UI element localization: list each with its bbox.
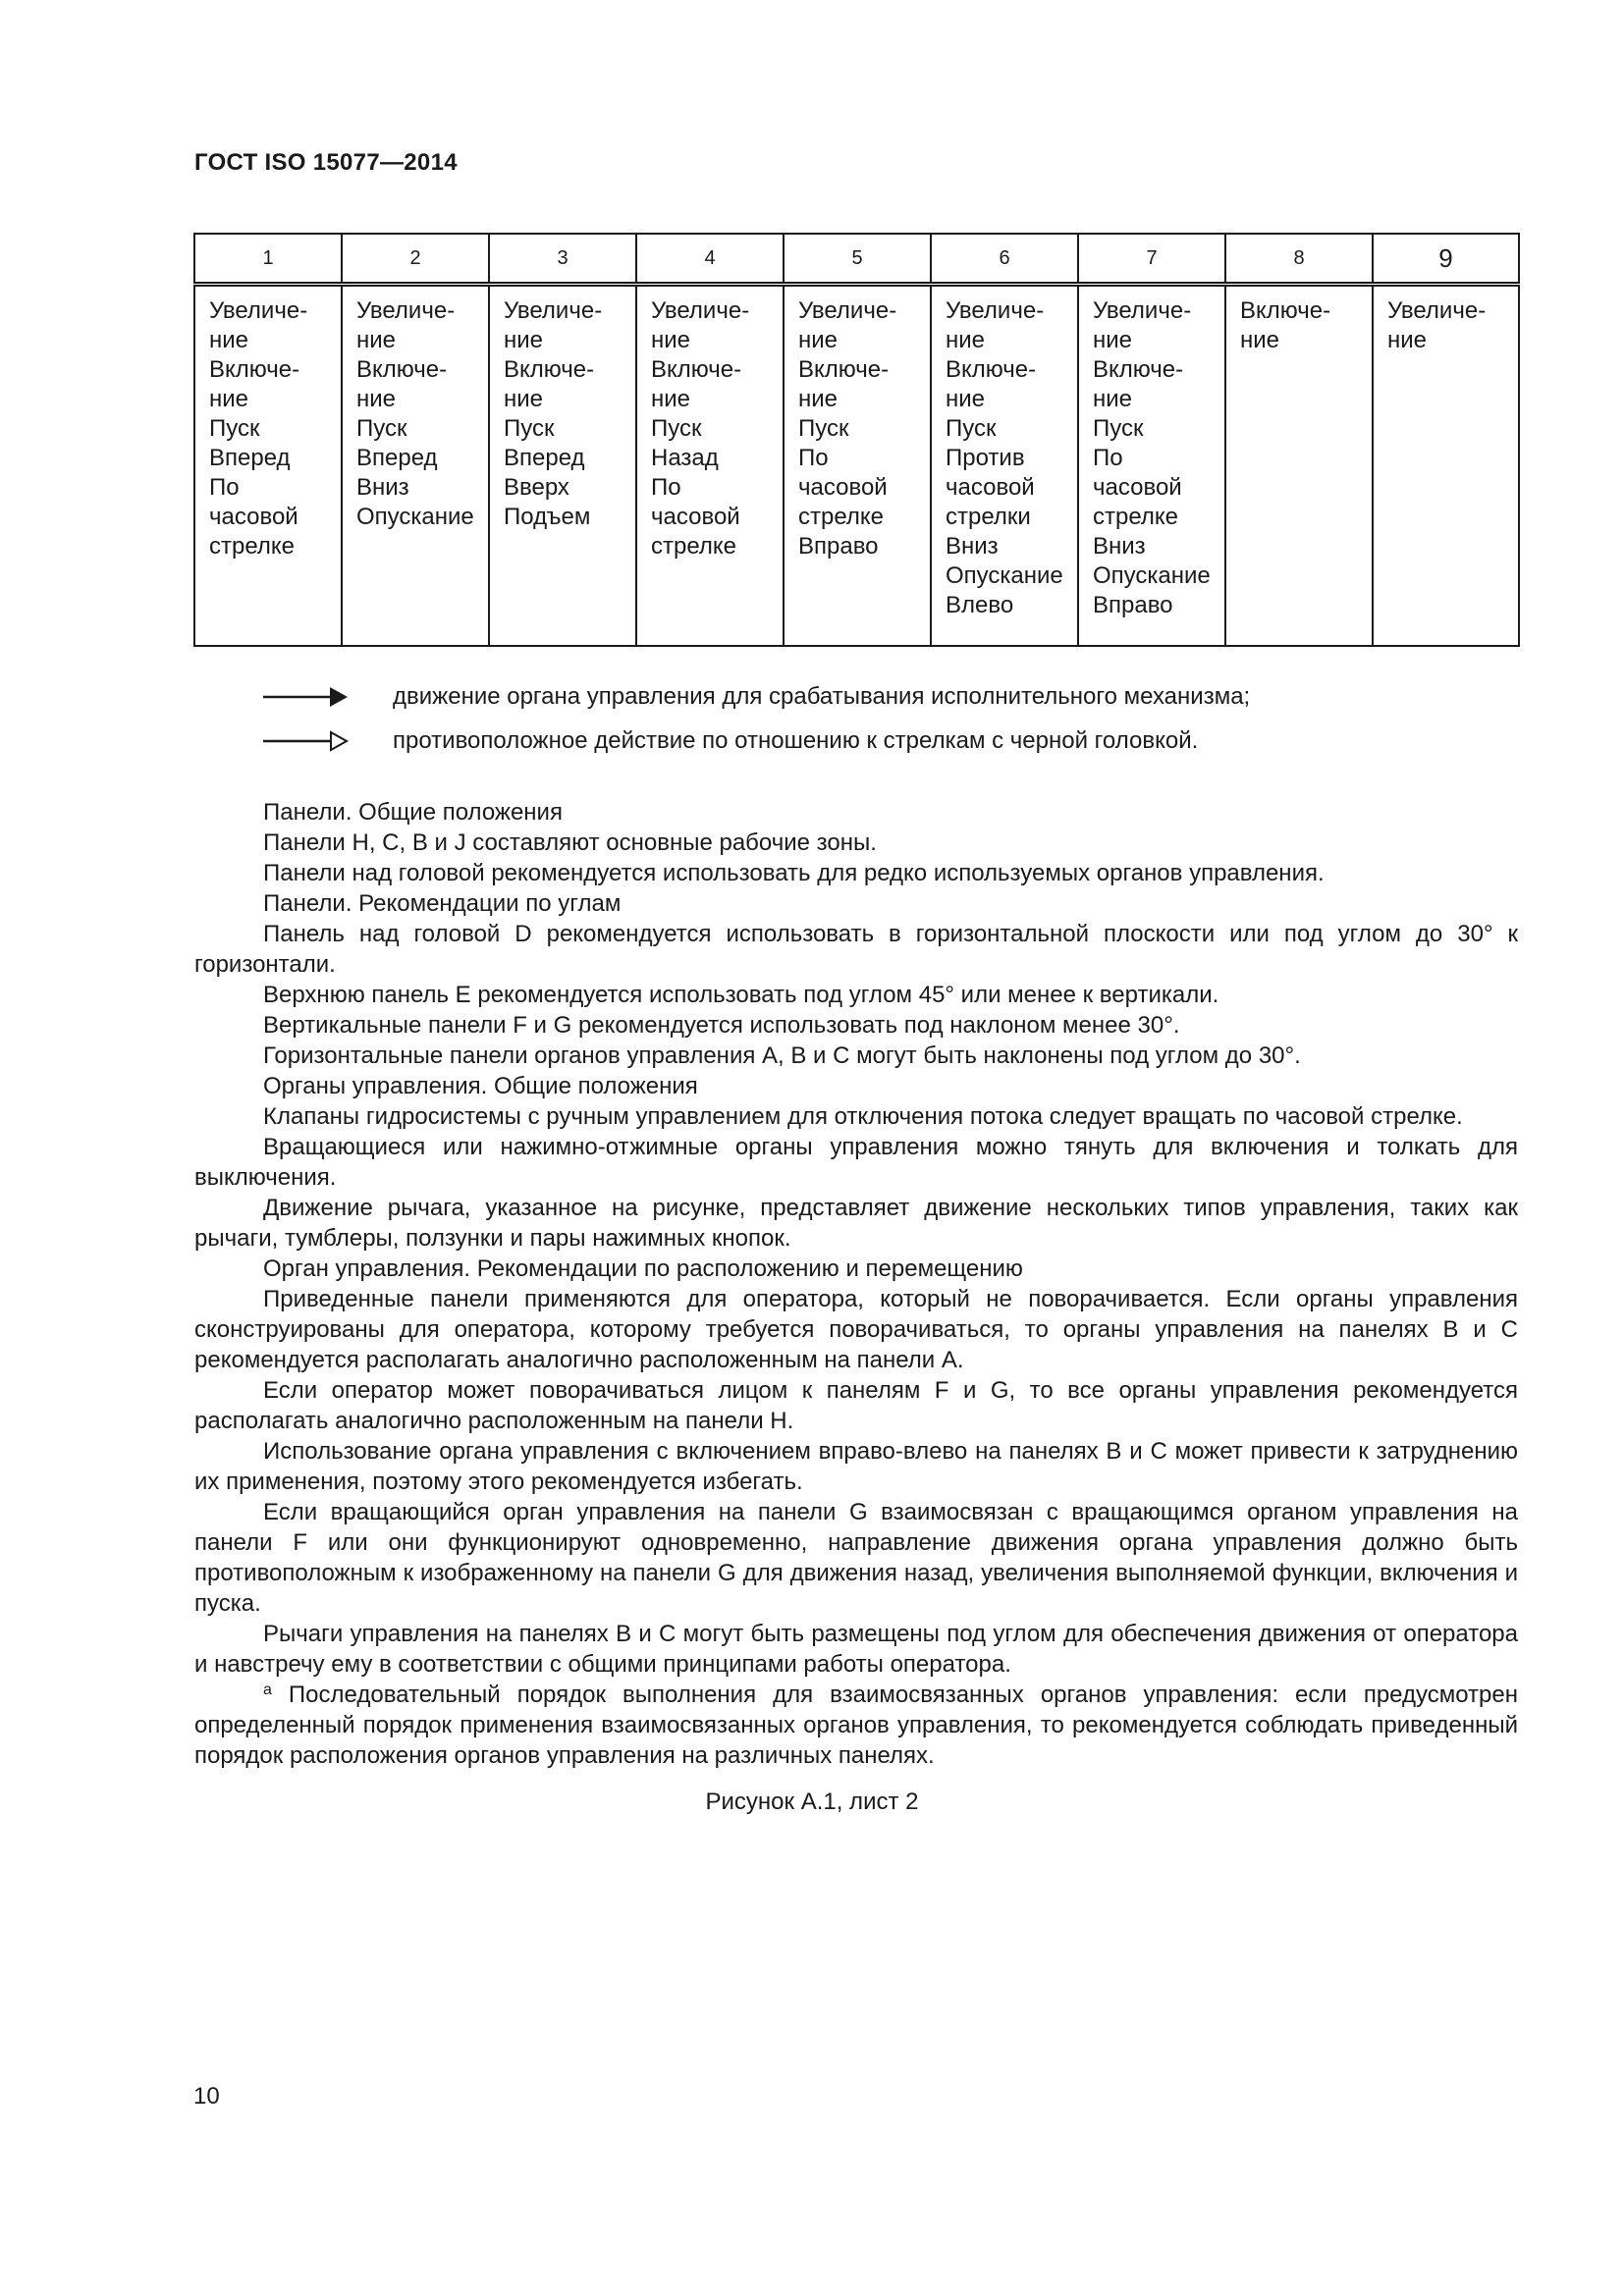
cell-line: ние (504, 327, 544, 353)
paragraph: Панели. Рекомендации по углам (263, 890, 622, 917)
column-number: 6 (931, 234, 1078, 285)
legend-hollow-text: противоположное действие по отношению к стрелкам с черной головкой. (393, 727, 1199, 754)
cell-line: стрелке (1093, 504, 1179, 530)
paragraph: Приведенные панели применяются для оператора, который не поворачивается. Если органы управления сконструированы для оператора, которому требуется поворачиваться, то органы управления на панелях В и С рекомендуется располагать аналогично расположенным на панели А. (194, 1286, 1518, 1373)
page-number: 10 (193, 2083, 220, 2109)
cell-line: Вниз (1093, 533, 1146, 560)
cell-line: Вниз (946, 533, 999, 560)
cell-line: Увеличе- (798, 297, 897, 324)
cell-line: часовой (209, 504, 298, 530)
cell-line: По (1093, 445, 1123, 471)
paragraph: Вертикальные панели F и G рекомендуется использовать под наклоном менее 30°. (263, 1012, 1180, 1039)
cell-line: ние (798, 386, 839, 412)
cell-line: ние (504, 386, 544, 412)
cell-line: ние (1387, 327, 1428, 353)
cell-line: Вправо (798, 533, 879, 560)
cell-line: Вправо (1093, 592, 1173, 618)
cell-line: стрелке (651, 533, 737, 560)
column-number: 7 (1078, 234, 1225, 285)
paragraph: Если вращающийся орган управления на панели G взаимосвязан с вращающимся органом управления на панели F или они функционируют одновременно, направление движения органа управления должно быть противоположным к изображенному на панели G для движения назад, увеличения выполняемой функции, включения и пуска. (194, 1499, 1518, 1617)
document-header: ГОСТ ISO 15077—2014 (194, 149, 458, 176)
cell-line: Включе- (946, 356, 1037, 383)
table-cell (1225, 285, 1373, 647)
table-cell (636, 285, 784, 647)
cell-line: Включе- (209, 356, 300, 383)
cell-line: ние (798, 327, 839, 353)
column-number: 5 (784, 234, 931, 285)
column-number: 2 (342, 234, 489, 285)
cell-line: ние (946, 327, 986, 353)
paragraph: Панели H, C, B и J составляют основные рабочие зоны. (263, 829, 877, 856)
footnote (194, 1680, 1518, 1771)
paragraph: Рычаги управления на панелях В и С могут быть размещены под углом для обеспечения движения от оператора и навстречу ему в соответствии с общими принципами работы оператора. (194, 1621, 1518, 1678)
cell-line: Включе- (356, 356, 448, 383)
footnote-mark: a (263, 1682, 272, 1698)
cell-line: Увеличе- (504, 297, 603, 324)
table-body-row (194, 285, 1519, 647)
cell-line: Вперед (209, 445, 291, 471)
cell-line: часовой (1093, 474, 1182, 501)
column-number: 9 (1373, 234, 1519, 285)
cell-line: часовой (651, 504, 740, 530)
cell-line: ние (356, 327, 397, 353)
column-number: 1 (194, 234, 342, 285)
cell-line: Вперед (356, 445, 438, 471)
cell-line: Пуск (651, 415, 702, 442)
paragraph: Панель над головой D рекомендуется использовать в горизонтальной плоскости или под углом до 30° к горизонтали. (194, 921, 1518, 978)
cell-line: стрелки (946, 504, 1031, 530)
cell-line: Вниз (356, 474, 409, 501)
legend-filled-text: движение органа управления для срабатывания исполнительного механизма; (393, 683, 1251, 710)
cell-line: Увеличе- (356, 297, 456, 324)
legend-hollow-arrow-row (261, 726, 1479, 756)
column-number: 4 (636, 234, 784, 285)
cell-line: ние (651, 386, 691, 412)
cell-line: Включе- (798, 356, 890, 383)
cell-line: ние (209, 386, 249, 412)
cell-line: Увеличе- (1093, 297, 1192, 324)
cell-line: Вверх (504, 474, 569, 501)
table-cell (342, 285, 489, 647)
paragraph: Использование органа управления с включением вправо-влево на панелях B и C может привести к затруднению их применения, поэтому этого рекомендуется избегать. (194, 1438, 1518, 1495)
column-number: 8 (1225, 234, 1373, 285)
cell-line: ние (209, 327, 249, 353)
cell-line: Пуск (209, 415, 260, 442)
paragraph: Вращающиеся или нажимно-отжимные органы управления можно тянуть для включения и толкать для выключения. (194, 1134, 1518, 1191)
paragraph: Если оператор может поворачиваться лицом к панелям F и G, то все органы управления рекомендуется располагать аналогично расположенным на панели H. (194, 1377, 1518, 1434)
cell-line: Вперед (504, 445, 585, 471)
paragraph: Клапаны гидросистемы с ручным управлением для отключения потока следует вращать по часовой стрелке. (263, 1103, 1463, 1130)
cell-line: Увеличе- (1387, 297, 1487, 324)
cell-line: Включе- (504, 356, 595, 383)
cell-line: часовой (798, 474, 888, 501)
cell-line: Увеличе- (946, 297, 1045, 324)
cell-line: Увеличе- (651, 297, 750, 324)
cell-line: Подъем (504, 504, 591, 530)
cell-line: По (651, 474, 681, 501)
table-cell (1373, 285, 1519, 647)
cell-line: Против (946, 445, 1025, 471)
table-cell (489, 285, 636, 647)
cell-line: Пуск (356, 415, 407, 442)
cell-line: ние (356, 386, 397, 412)
table-cell (194, 285, 342, 647)
legend-filled-arrow-row (261, 682, 1479, 712)
cell-line: По (209, 474, 240, 501)
filled-arrow-icon (261, 684, 350, 710)
paragraph: Органы управления. Общие положения (263, 1073, 698, 1099)
table-cell (931, 285, 1078, 647)
cell-line: ние (1093, 327, 1133, 353)
cell-line: Пуск (504, 415, 555, 442)
cell-line: стрелке (209, 533, 296, 560)
cell-line: Пуск (798, 415, 849, 442)
figure-caption: Рисунок А.1, лист 2 (705, 1789, 919, 1815)
paragraph: Панели. Общие положения (263, 799, 563, 826)
column-number: 3 (489, 234, 636, 285)
cell-line: Влево (946, 592, 1014, 618)
paragraph: Орган управления. Рекомендации по расположению и перемещению (263, 1255, 1023, 1282)
cell-line: Опускание (356, 504, 474, 530)
cell-line: По (798, 445, 829, 471)
control-direction-table (193, 233, 1520, 647)
control-direction-table-container (193, 233, 1518, 647)
hollow-arrow-icon (261, 728, 350, 754)
cell-line: Опускание (946, 562, 1063, 589)
paragraph: Горизонтальные панели органов управления А, В и С могут быть наклонены под углом до 30°. (263, 1042, 1301, 1069)
cell-line: ние (651, 327, 691, 353)
paragraph: Панели над головой рекомендуется использовать для редко используемых органов управления. (263, 860, 1325, 886)
notes-paragraphs (194, 797, 1518, 1680)
table-header-row (194, 234, 1519, 285)
cell-line: Увеличе- (209, 297, 308, 324)
cell-line: Пуск (946, 415, 997, 442)
table-cell (1078, 285, 1225, 647)
cell-line: ние (1093, 386, 1133, 412)
cell-line: ние (1240, 327, 1280, 353)
cell-line: стрелке (798, 504, 885, 530)
cell-line: Пуск (1093, 415, 1144, 442)
cell-line: Включе- (651, 356, 742, 383)
cell-line: Опускание (1093, 562, 1211, 589)
cell-line: часовой (946, 474, 1035, 501)
paragraph: Движение рычага, указанное на рисунке, представляет движение нескольких типов управления, таких как рычаги, тумблеры, ползунки и пары нажимных кнопок. (194, 1195, 1518, 1252)
footnote-text: Последовательный порядок выполнения для взаимосвязанных органов управления: если предусмотрен определенный порядок применения взаимосвязанных органов управления, то рекомендуется соблюдать приведенный порядок расположения органов управления на различных панелях. (194, 1682, 1518, 1769)
table-cell (784, 285, 931, 647)
paragraph: Верхнюю панель E рекомендуется использовать под углом 45° или менее к вертикали. (263, 982, 1219, 1008)
cell-line: ние (946, 386, 986, 412)
cell-line: Включе- (1093, 356, 1184, 383)
figure-notes (194, 797, 1518, 1771)
cell-line: Назад (651, 445, 719, 471)
cell-line: Включе- (1240, 297, 1331, 324)
